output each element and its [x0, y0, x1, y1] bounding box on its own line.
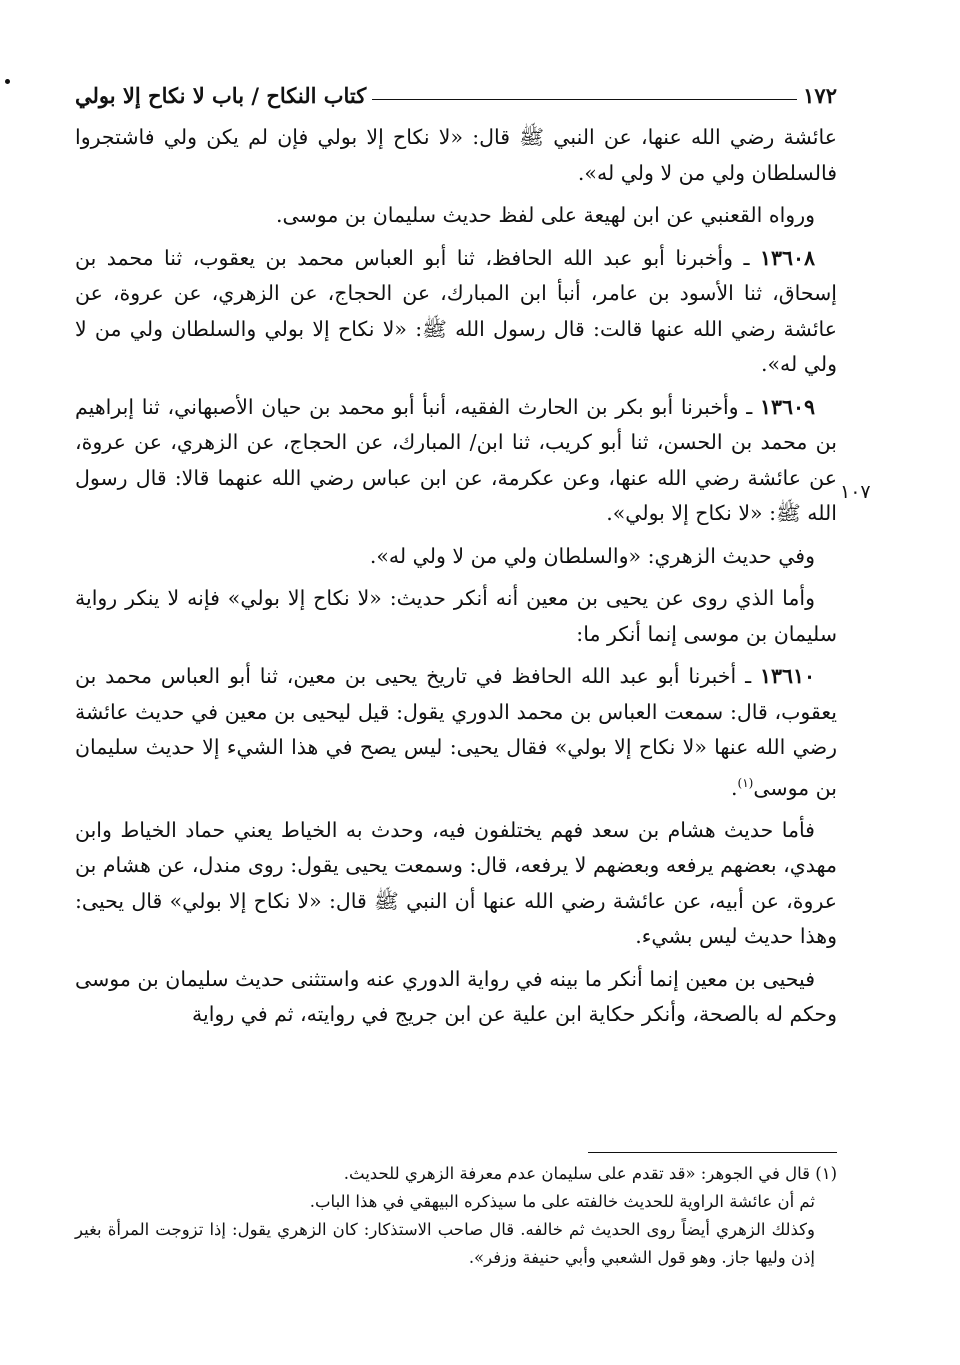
paragraph: عائشة رضي الله عنها، عن النبي ﷺ قال: «لا نكاح إلا بولي فإن لم يكن ولي فاشتجروا فالسلطان ولي من لا ولي له».: [75, 125, 837, 185]
main-text: [75, 120, 837, 1033]
page-content: [75, 74, 837, 1040]
paragraph: وأما الذي روى عن يحيى بن معين أنه أنكر حديث: «لا نكاح إلا بولي» فإنه لا ينكر رواية سليمان بن موسى إنما أنكر ما:: [75, 586, 837, 646]
hadith-number: ١٣٦٠٩: [759, 394, 815, 419]
footnotes: [75, 1160, 837, 1272]
paragraph: فأما حديث هشام بن سعد فهم يختلفون فيه، وحدث به الخياط يعني حماد الخياط وابن مهدي، بعضهم يرفعه وبعضهم لا يرفعه، قال: وسمعت يحيى يقول: روى مندل، عن هشام بن عروة، عن أبيه، عن عائشة رضي الله عنها أن النبي ﷺ قال: «لا نكاح إلا بولي» قال يحيى: وهذا حديث ليس بشيء.: [75, 817, 837, 949]
chapter-title: كتاب النكاح / باب لا نكاح إلا بولي: [75, 83, 367, 108]
footnote: (١) قال في الجوهر: «قد تقدم على سليمان عدم معرفة الزهري للحديث.: [343, 1164, 837, 1183]
hadith-paragraph: ١٣٦٠٩ ـ وأخبرنا أبو بكر بن الحارث الفقيه، أنبأ أبو محمد بن حيان الأصبهاني، ثنا إبراهيم بن محمد بن الحسن، ثنا أبو كريب، ثنا ابن/ المبارك، عن الحجاج، عن الزهري، عن عروة، عن عائشة رضي الله عنها، وعن عكرمة، عن ابن عباس رضي الله عنهما قالا: قال رسول الله ﷺ: «لا نكاح إلا بولي».: [75, 394, 837, 525]
footnote-separator: [588, 1152, 837, 1153]
paragraph: ورواه القعنبي عن ابن لهيعة على لفظ حديث سليمان بن موسى.: [276, 203, 815, 227]
hadith-paragraph: ١٣٦١٠ ـ أخبرنا أبو عبد الله الحافظ في تاريخ يحيى بن معين، ثنا أبو العباس محمد بن يعقوب، قال: سمعت العباس بن محمد الدوري يقول: قيل ليحيى بن معين في حديث عائشة رضي الله عنها «لا نكاح إلا بولي» فقال يحيى: ليس يصح في هذا الشيء إلا حديث سليمان بن موسى$^{(١)}$.: [75, 664, 837, 800]
footnote-continuation: ثم أن عائشة الراوية للحديث خالفته على ما سيذكره البيهقي في هذا الباب.: [309, 1192, 815, 1211]
margin-dot: [5, 79, 10, 84]
footnote-reference[interactable]: (١): [737, 775, 754, 790]
header-rule: [372, 99, 797, 100]
hadith-paragraph: ١٣٦٠٨ ـ وأخبرنا أبو عبد الله الحافظ، ثنا أبو العباس محمد بن يعقوب، ثنا محمد بن إسحاق، ثنا الأسود بن عامر، أنبأ ابن المبارك، عن الحجاج، عن الزهري، عن عروة، عن عائشة رضي الله عنها قالت: قال رسول الله ﷺ: «لا نكاح إلا بولي والسلطان ولي من لا ولي له».: [75, 245, 837, 376]
hadith-number: ١٣٦١٠: [759, 664, 815, 688]
hadith-number: ١٣٦٠٨: [759, 245, 815, 270]
footnote-continuation: وكذلك الزهري أيضاً روى الحديث ثم خالفه. قال صاحب الاستذكار: كان الزهري يقول: إذا تزوجت المرأة بغير إذن وليها جاز. وهو قول الشعبي وأبي حنيفة وزفر».: [75, 1220, 815, 1267]
manuscript-page-ref: ١٠٧: [840, 481, 871, 503]
page-number: ١٧٢: [803, 83, 837, 108]
paragraph: فيحيى بن معين إنما أنكر ما بينه في رواية الدوري عنه واستثنى حديث سليمان بن موسى وحكم له بالصحة، وأنكر حكاية ابن علية عن ابن جريج في روايته، ثم في رواية: [75, 966, 837, 1027]
paragraph: وفي حديث الزهري: «والسلطان ولي من لا ولي له».: [369, 543, 815, 568]
running-header: [75, 74, 837, 108]
